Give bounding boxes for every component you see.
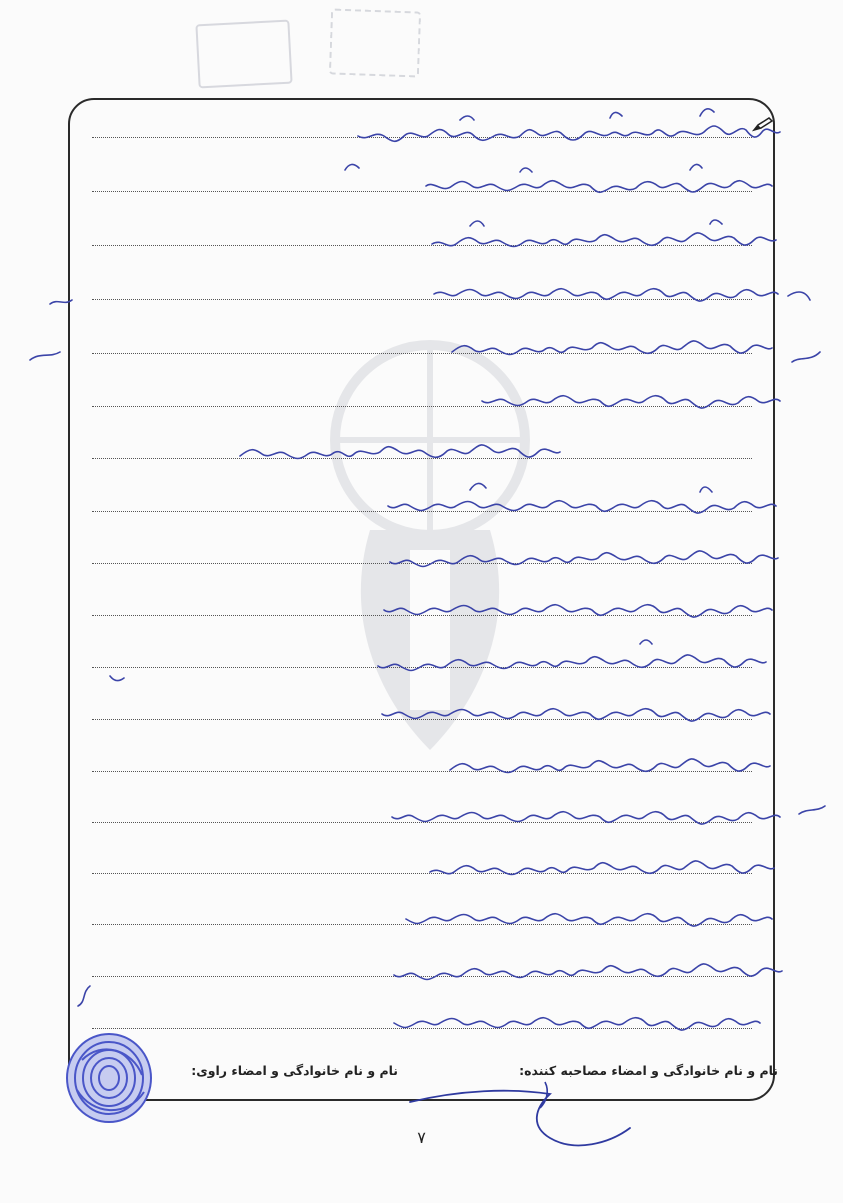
interviewer-signature-label: نام و نام خانوادگی و امضاء مصاحبه کننده:	[519, 1063, 778, 1078]
page-number: ۷	[417, 1128, 426, 1147]
narrator-signature-label: نام و نام خانوادگی و امضاء راوی:	[191, 1063, 398, 1078]
fingerprint-mark	[62, 1030, 156, 1126]
